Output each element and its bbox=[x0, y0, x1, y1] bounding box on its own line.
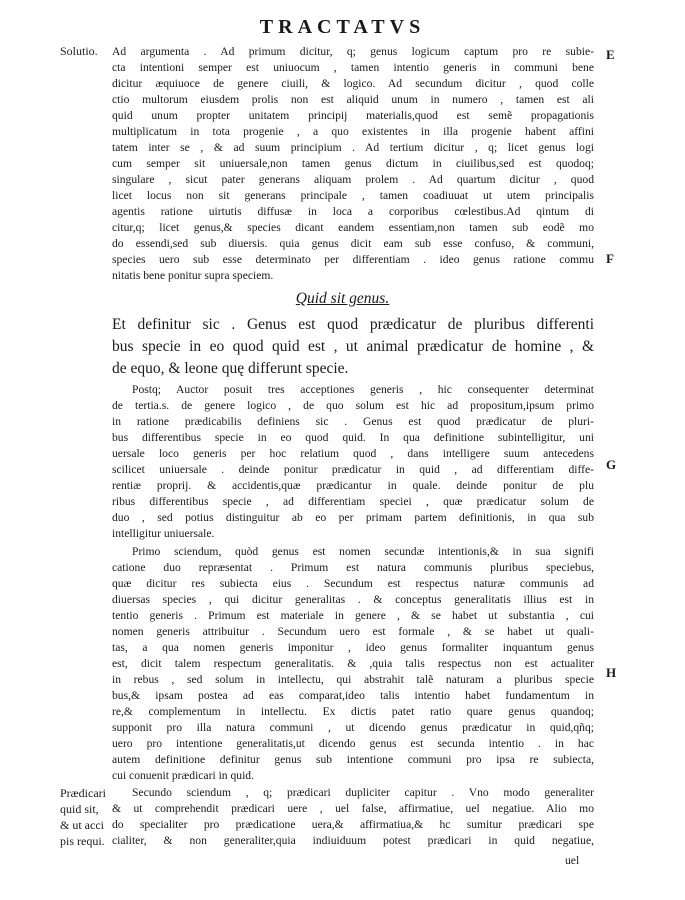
text-line: Secundo sciendum , q; prædicari dupliciter capitur . Vno modo generaliter bbox=[132, 786, 594, 799]
text-line: in rebus , sed solum in intellectu, qui abstrahit talẽ naturam a pluribus specie bbox=[112, 673, 594, 686]
text-line: duo , sed potius distinguitur ab eo per primam partem definitionis, in qua sub bbox=[112, 511, 594, 524]
text-line: licet locus non sit generans principale , tamen coadiuuat ut utem principalis bbox=[112, 189, 594, 202]
text-line: cialiter, & non generaliter,quia indiuiduum potest prædicari in quid negatiue, bbox=[112, 834, 594, 847]
running-title: TRACTATVS bbox=[259, 16, 426, 38]
margin-note-line: Prædicari bbox=[60, 786, 106, 800]
definition-paragraph bbox=[112, 314, 594, 380]
text-line: tatem inter se , & ad suum principium . Ad tertium dicitur , q; licet genus logi bbox=[112, 141, 594, 154]
solutio-paragraph bbox=[112, 44, 594, 284]
definition-line: Et definitur sic . Genus est quod prædicatur de pluribus differenti bbox=[112, 316, 594, 333]
text-line: dicitur æquiuoce de genere ciuili, & logico. Ad secundum dicitur , quod colle bbox=[112, 77, 594, 90]
text-line: scilicet uniuersale . deinde ponitur prædicatur in quid , ad differentiam diffe- bbox=[112, 463, 594, 476]
margin-letter-e: E bbox=[606, 47, 615, 62]
text-line: nitatis bene ponitur supra speciem. bbox=[112, 269, 274, 282]
text-line: nomen generis attribuitur . Secundum uero est formale , & se habet ut quali- bbox=[112, 625, 594, 638]
text-line: in ratione prædicabilis definiens sic . Genus est quod prædicatur de pluri- bbox=[112, 415, 594, 428]
text-line: bus,& ipsam postea ad eas comparat,ideo talis intentio habet fundamentum in bbox=[112, 689, 594, 702]
text-line: species uero sub esse determinato per differentiam . ideo genus ratione commu bbox=[112, 253, 594, 266]
margin-note-line: pis requi. bbox=[60, 834, 105, 848]
text-line: cui conuenit prædicari in quid. bbox=[112, 769, 254, 782]
margin-letter-g: G bbox=[606, 457, 617, 472]
text-line: quæ dicitur res subiecta eius . Secundum est respectus naturæ communis ad bbox=[112, 577, 594, 590]
margin-letter-f: F bbox=[606, 251, 614, 266]
section-heading: Quid sit genus. bbox=[295, 290, 390, 307]
text-line: Postq; Auctor posuit tres acceptiones generis , hic consequenter determinat bbox=[132, 383, 594, 396]
text-line: & ut comprehendit prædicari uere , uel false, affirmatiue, uel negatiue. Alio mo bbox=[112, 802, 594, 815]
definition-line: de equo, & leone quę differunt specie. bbox=[112, 360, 349, 377]
text-line: cum semper sit uniuersale,non tamen genus dictum in ciuilibus,sed est quodoq; bbox=[112, 157, 594, 170]
text-line: citur,q; licet genus,& species dicant eandem essentiam,non tamen sub eodẽ mo bbox=[112, 221, 594, 234]
text-line: ribus differentibus specie , ad differentiam speciei , quæ prædicatur solum de bbox=[112, 495, 594, 508]
text-line: singulare , sicut pater generans aliquam prolem . Ad quartum dicitur , quod bbox=[112, 173, 594, 186]
margin-note-praedicari bbox=[60, 785, 106, 849]
text-line: rentiæ proprij. & accidentis,quæ prædicantur in quale. deinde ponitur de plu bbox=[112, 479, 594, 492]
text-line: uersale loco generis per hoc relatium quod , dans intelligere suum antecedens bbox=[112, 447, 594, 460]
text-line: supponit pro illa natura communi , ut dicendo genus prædicatur in quid,qñq; bbox=[112, 721, 594, 734]
text-line: uero pro intentione generalitatis,ut dicendo genus est secunda intentio . in hac bbox=[112, 737, 594, 750]
text-line: intelligitur uniuersale. bbox=[112, 527, 215, 540]
text-line: est, dicit talem respectum generalitatis. & ,quia talis respectus non est actualiter bbox=[112, 657, 594, 670]
catchword: uel bbox=[565, 854, 580, 867]
definition-line: bus specie in eo quod quid est , ut animal prædicatur de homine , & bbox=[112, 338, 594, 355]
text-line: re,& complementum in intellectu. Ex dictis patet ratio quare genus quandoq; bbox=[112, 705, 594, 718]
text-line: do essendi,sed sub diuersis. quia genus dicit eam sub esse confuso, & communi, bbox=[112, 237, 594, 250]
text-line: diuersas species , qui dicitur generalitas . & conceptus generalitatis illius est in bbox=[112, 593, 594, 606]
secundo-paragraph bbox=[112, 785, 594, 849]
text-line: de tertia.s. de genere logico , de quo solum est hic ad propositum,ipsum primo bbox=[112, 399, 594, 412]
text-line: tas, a qua nomen generis imponitur , ideo genus formaliter inquantum genus bbox=[112, 641, 594, 654]
commentary-paragraph bbox=[112, 382, 594, 542]
margin-note-line: & ut acci bbox=[60, 818, 104, 832]
text-line: Ad argumenta . Ad primum dicitur, q; genus logicum captum pro re subie- bbox=[112, 45, 594, 58]
text-line: do specialiter pro prædicatione uera,& affirmatiua,& hc sumitur prædicari spe bbox=[112, 818, 594, 831]
text-line: tentio generis . Primum est materiale in genere , & se habet ut substantia , cui bbox=[112, 609, 594, 622]
margin-letter-h: H bbox=[606, 665, 617, 680]
text-line: quid unum propter unitatem principij materialis,quod est semẽ propagationis bbox=[112, 109, 594, 122]
text-line: bus differentibus specie in eo quod quid. In qua definitione subintelligitur, uni bbox=[112, 431, 594, 444]
text-line: agentis ratione uirtutis diffusæ in loca a corporibus cœlestibus.Ad qintum di bbox=[112, 205, 594, 218]
margin-note-line: quid sit, bbox=[60, 802, 99, 816]
primo-paragraph bbox=[112, 544, 594, 784]
text-line: Primo sciendum, quòd genus est nomen secundæ intentionis,& in sua signifi bbox=[132, 545, 594, 558]
text-line: cta intentioni semper est uniuocum , tamen intentio generis in communi bene bbox=[112, 61, 594, 74]
margin-note-solutio: Solutio. bbox=[60, 44, 98, 58]
text-line: multiplicatum in tota progenie , a quo existentes in illa progenie habent affini bbox=[112, 125, 594, 138]
text-line: catione duo repræsentat . Primum est natura communis pluribus speciebus, bbox=[112, 561, 594, 574]
text-line: ctio multorum eiusdem prolis non est aliquid unum in numero , tamen est ali bbox=[112, 93, 594, 106]
text-line: autem definitione definitur genus sub intentione communi pro ipsa re subiecta, bbox=[112, 753, 594, 766]
